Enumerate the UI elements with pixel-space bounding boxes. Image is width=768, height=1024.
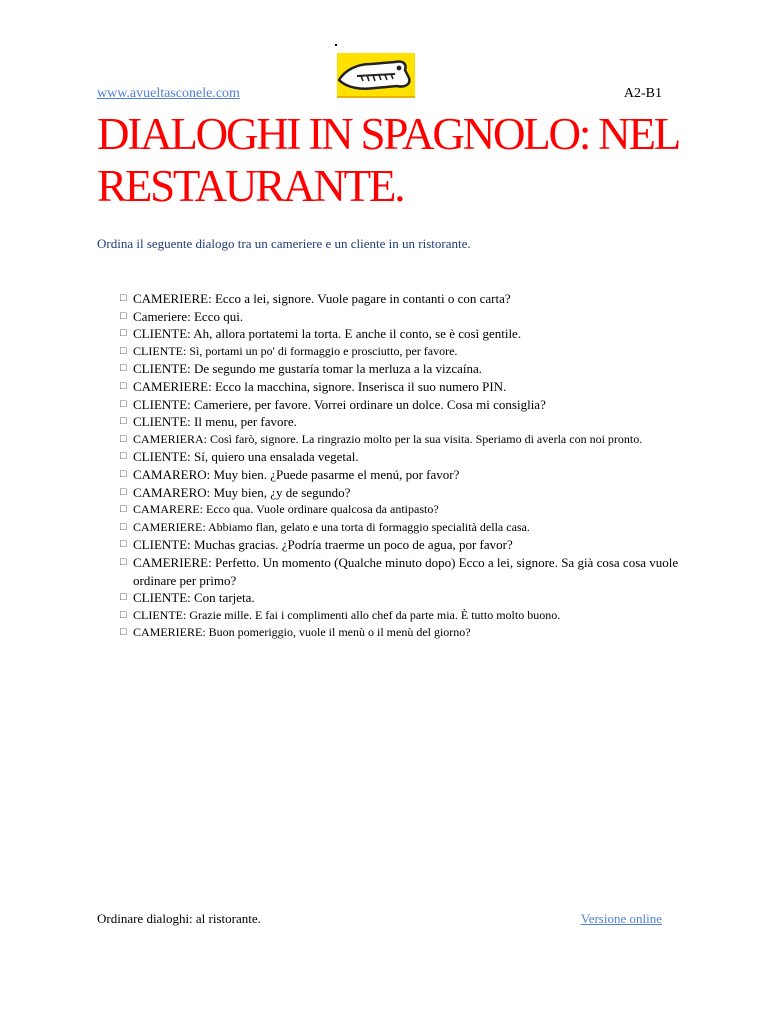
dialogue-item: □ CAMERIERE: Ecco a lei, signore. Vuole pagare in contanti o con carta? bbox=[120, 291, 511, 306]
site-link[interactable]: www.avueltasconele.com bbox=[97, 86, 240, 101]
dialogue-item: □ CLIENTE: Il menu, per favore. bbox=[120, 414, 297, 430]
level-label: A2-B1 bbox=[623, 86, 662, 101]
checkbox-icon: □ bbox=[120, 520, 127, 533]
dialogue-item: □ CLIENTE: Muchas gracias. ¿Podría traerme un poco de agua, por favor? bbox=[120, 537, 513, 553]
checkbox-icon: □ bbox=[120, 503, 127, 516]
checkbox-icon: □ bbox=[120, 432, 127, 445]
dialogue-item: □ CLIENTE: Ah, allora portatemi la torta. E anche il conto, se è così gentile. bbox=[120, 326, 522, 342]
dialogue-item: □ CLIENTE: Cameriere, per favore. Vorrei ordinare un dolce. Cosa mi consiglia? bbox=[120, 396, 546, 412]
dialogue-item: □ CAMERIERA: Così farò, signore. La ringrazio molto per la sua visita. Speriamo di averla con noi pronto. bbox=[120, 431, 680, 449]
checkbox-icon: □ bbox=[120, 415, 127, 428]
page-title: DIALOGHI IN SPAGNOLO: NEL RESTAURANTE. bbox=[97, 109, 678, 211]
checkbox-icon: □ bbox=[120, 555, 127, 568]
checkbox-icon: □ bbox=[120, 626, 127, 639]
dialogue-item: □ CLIENTE: Sì, portami un po' di formaggio e prosciutto, per favore. bbox=[120, 343, 680, 361]
checkbox-icon: □ bbox=[120, 467, 127, 480]
checkbox-icon: □ bbox=[120, 309, 127, 322]
dialogue-item: □ CAMARERO: Muy bien. ¿Puede pasarme el menú, por favor? bbox=[120, 466, 460, 482]
footer-caption: Ordinare dialoghi: al ristorante. bbox=[97, 911, 261, 926]
dialogue-item: □ CAMARERE: Ecco qua. Vuole ordinare qualcosa da antipasto? bbox=[120, 501, 680, 519]
dialogue-item: □ CLIENTE: Sí, quiero una ensalada vegetal. bbox=[120, 449, 359, 465]
dialogue-item: □ CAMARERO: Muy bien, ¿y de segundo? bbox=[120, 484, 351, 500]
dialogue-item: □ CAMERIERE: Ecco la macchina, signore. Inserisca il suo numero PIN. bbox=[120, 378, 507, 394]
checkbox-icon: □ bbox=[120, 591, 127, 604]
dialogue-item: □ CLIENTE: De segundo me gustaría tomar la merluza a la vizcaína. bbox=[120, 361, 483, 377]
checkbox-icon: □ bbox=[120, 344, 127, 357]
dialogue-item: □ CAMERIERE: Abbiamo flan, gelato e una torta di formaggio specialità della casa. bbox=[120, 519, 680, 537]
dialogue-list bbox=[120, 290, 680, 642]
checkbox-icon: □ bbox=[120, 327, 127, 340]
checkbox-icon: □ bbox=[120, 292, 127, 304]
instruction-text: Ordina il seguente dialogo tra un cameriere e un cliente in un ristorante. bbox=[97, 236, 471, 251]
dialogue-item: □ CLIENTE: Con tarjeta. bbox=[120, 590, 255, 606]
checkbox-icon: □ bbox=[120, 397, 127, 410]
checkbox-icon: □ bbox=[120, 485, 127, 498]
checkbox-icon: □ bbox=[120, 450, 127, 463]
checkbox-icon: □ bbox=[120, 538, 127, 551]
checkbox-icon: □ bbox=[120, 608, 127, 621]
logo-icon bbox=[335, 50, 417, 100]
checkbox-icon: □ bbox=[120, 362, 127, 375]
dialogue-item: □ CAMERIERE: Perfetto. Un momento (Qualche minuto dopo) Ecco a lei, signore. Sa già cosa cosa vuole ordinare per primo? bbox=[120, 554, 679, 588]
checkbox-icon: □ bbox=[120, 379, 127, 392]
dialogue-item: □ CAMERIERE: Buon pomeriggio, vuole il menù o il menù del giorno? bbox=[120, 624, 680, 642]
online-version-link[interactable]: Versione online bbox=[580, 911, 662, 926]
dialogue-item: □ CLIENTE: Grazie mille. E fai i complimenti allo chef da parte mia. È tutto molto buono. bbox=[120, 607, 680, 625]
stray-dot bbox=[335, 44, 337, 46]
dialogue-item: □ Cameriere: Ecco qui. bbox=[120, 308, 244, 324]
